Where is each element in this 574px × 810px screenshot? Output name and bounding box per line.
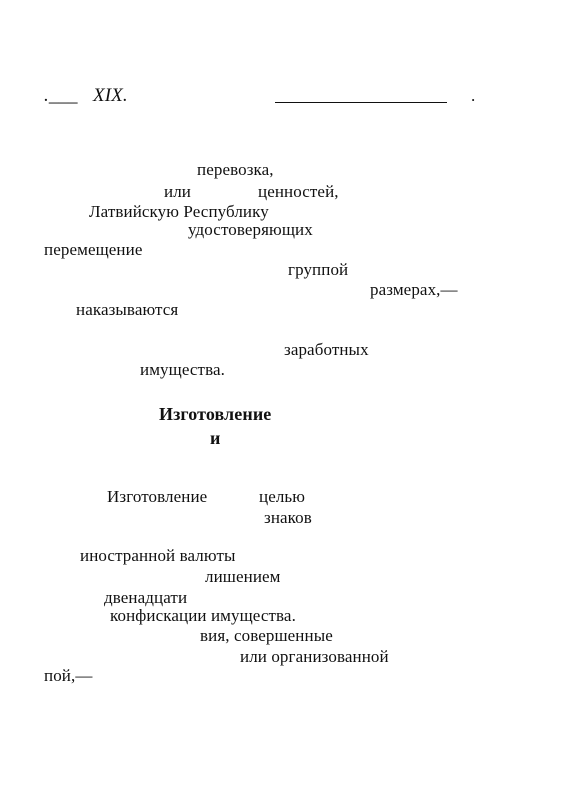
text-line: конфискации имущества.: [110, 606, 296, 625]
header-dash: .___: [44, 85, 78, 106]
text-line: Латвийскую Республику: [89, 202, 269, 221]
chapter-number: XIX.: [93, 85, 128, 106]
text-line: пой,—: [44, 666, 93, 685]
text-line: размерах,—: [370, 280, 458, 299]
text-line: Изготовление: [107, 487, 208, 506]
text-line: удостоверяющих: [188, 220, 313, 239]
text-line: или: [164, 182, 191, 201]
text-line: перевозка,: [197, 160, 274, 179]
text-line: иностранной валюты: [80, 546, 236, 565]
text-line: лишением: [205, 567, 281, 586]
text-line: ценностей,: [258, 182, 339, 201]
section-heading: Изготовление: [159, 404, 272, 424]
text-line: знаков: [264, 508, 312, 527]
text-line: заработных: [284, 340, 369, 359]
text-line: наказываются: [76, 300, 179, 319]
section-heading-cont: и: [210, 428, 221, 448]
text-line: целью: [259, 487, 306, 506]
header-rule: [275, 102, 447, 103]
header-dot: .: [471, 86, 476, 105]
text-line: группой: [288, 260, 349, 279]
text-line: двенадцати: [104, 588, 188, 607]
text-line: имущества.: [140, 360, 225, 379]
text-line: вия, совершенные: [200, 626, 333, 645]
text-line: или организованной: [240, 647, 389, 666]
text-line: перемещение: [44, 240, 143, 259]
